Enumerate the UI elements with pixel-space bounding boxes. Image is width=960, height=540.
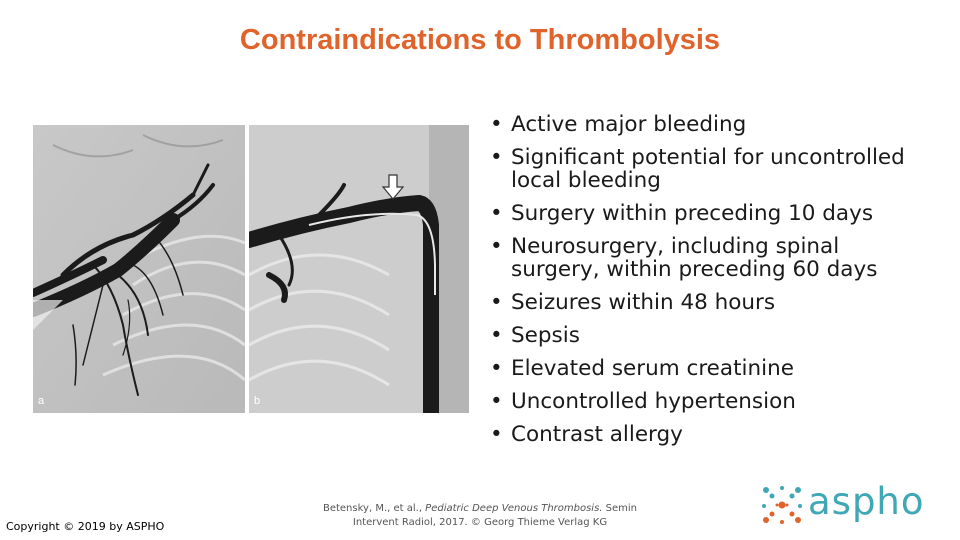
angiography-figure [33,125,469,413]
angiogram-a-image [33,125,245,413]
angiogram-b-image [249,125,469,413]
list-item: • Uncontrolled hypertension [490,390,930,413]
list-item: • Neurosurgery, including spinal surgery, within preceding 60 days [490,235,930,281]
list-item: • Significant potential for uncontrolled local bleeding [490,146,930,192]
citation-authors: Betensky, M., et al., [322,503,426,514]
angiogram-panel-b [249,125,469,413]
list-item: • Sepsis [490,324,930,347]
list-item: • Surgery within preceding 10 days [490,202,930,225]
slide-title: Contraindications to Thrombolysis [239,24,721,56]
panel-b-label: b [254,395,261,407]
citation-title: Pediatric Deep Venous Thrombosis. [425,503,603,514]
citation-source: Semin Intervent Radiol, 2017. © Georg Thieme Verlag KG [352,503,638,528]
aspho-logo-mark-icon [760,484,804,526]
copyright-notice: Copyright © 2019 by ASPHO [6,520,165,533]
angiogram-panel-a [33,125,245,413]
aspho-logo-text: aspho [808,480,925,523]
list-item: • Active major bleeding [490,113,930,136]
list-item: • Seizures within 48 hours [490,291,930,314]
contraindication-list [490,113,930,456]
list-item: • Contrast allergy [490,423,930,446]
list-item: • Elevated serum creatinine [490,357,930,380]
aspho-logo [760,480,940,526]
panel-a-label: a [38,395,45,407]
figure-citation [320,502,640,530]
